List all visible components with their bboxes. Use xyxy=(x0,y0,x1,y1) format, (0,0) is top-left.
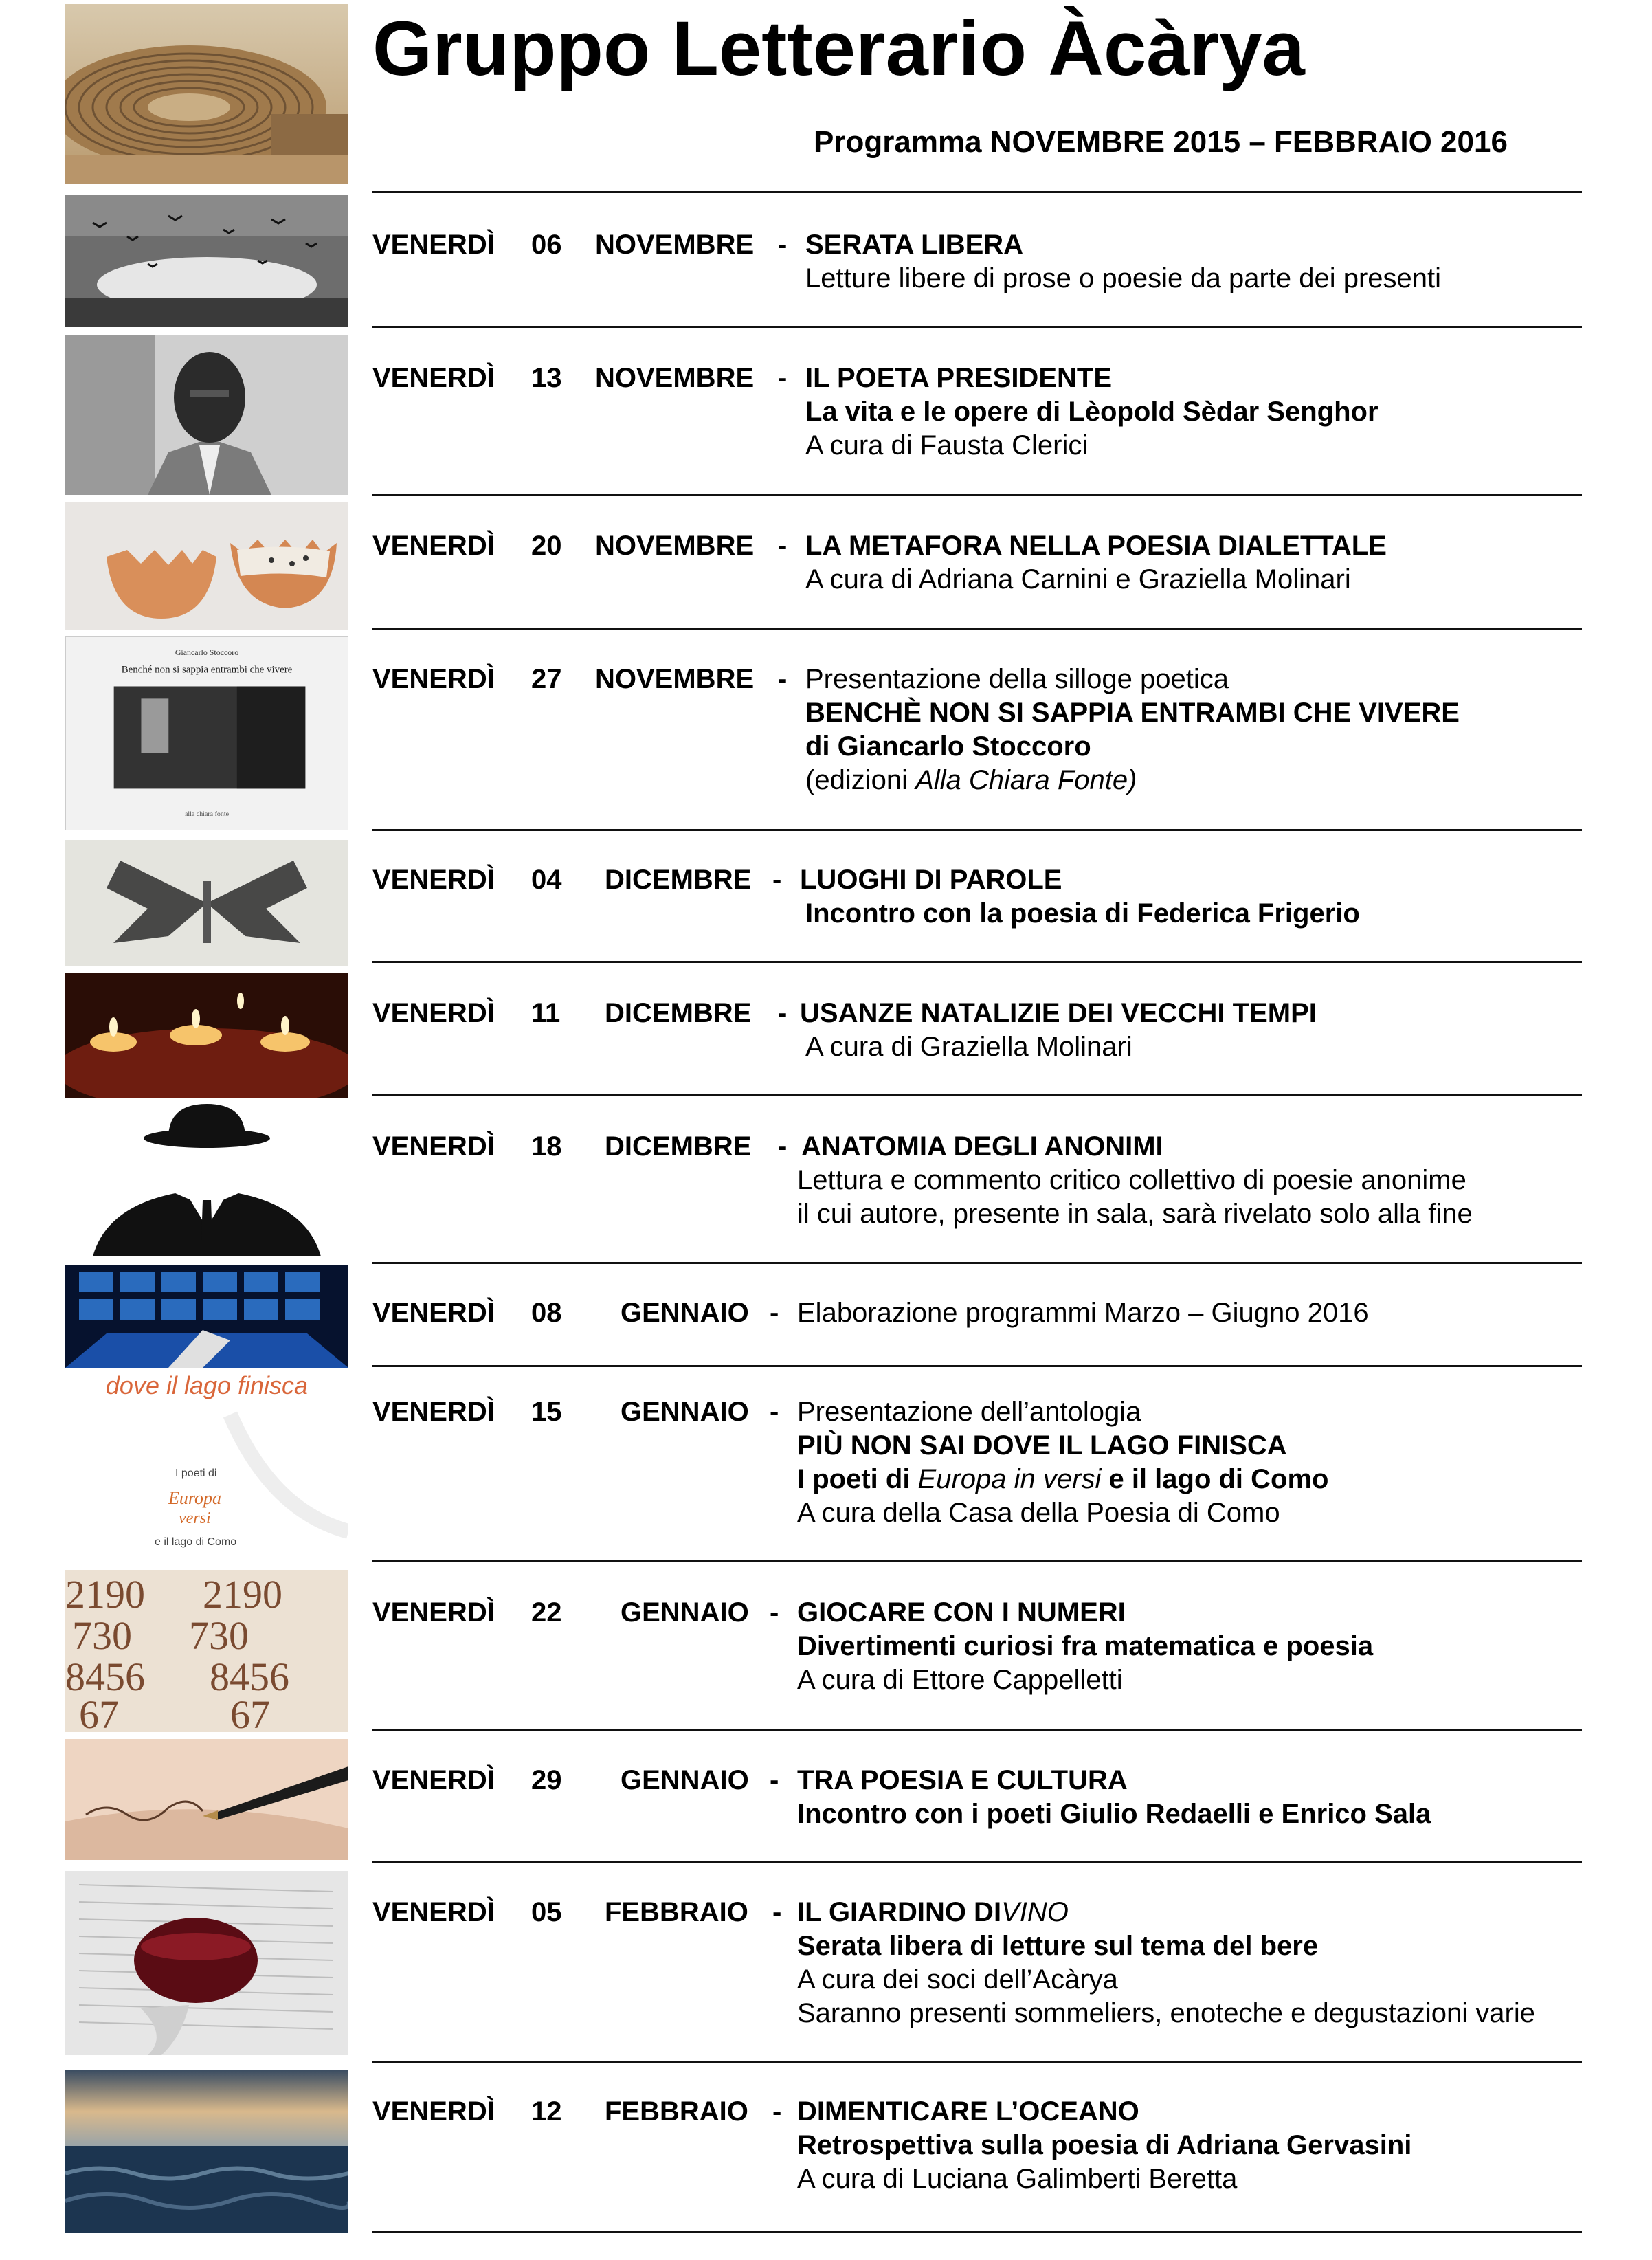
event-month: GENNAIO xyxy=(621,1298,749,1328)
svg-text:67: 67 xyxy=(79,1692,119,1732)
divider xyxy=(372,2061,1582,2063)
divider xyxy=(372,494,1582,496)
event-month: NOVEMBRE xyxy=(595,230,755,260)
divider xyxy=(372,1861,1582,1863)
event-title: Elaborazione programmi Marzo – Giugno 2016 xyxy=(797,1298,1369,1328)
event-dash: - xyxy=(778,1131,788,1162)
program-subtitle: Programma NOVEMBRE 2015 – FEBBRAIO 2016 xyxy=(814,125,1508,159)
event-title: IL POETA PRESIDENTE xyxy=(805,363,1112,393)
divider xyxy=(372,1729,1582,1731)
event-date: 08 xyxy=(531,1298,562,1328)
cover-title-text: Benché non si sappia entrambi che vivere xyxy=(121,664,293,676)
divider xyxy=(372,191,1582,193)
event-title: LA METAFORA NELLA POESIA DIALETTALE xyxy=(805,531,1387,561)
event-title: LUOGHI DI PAROLE xyxy=(800,865,1062,895)
svg-text:2190: 2190 xyxy=(65,1572,145,1617)
event-month: NOVEMBRE xyxy=(595,664,755,694)
cover-publisher-text: alla chiara fonte xyxy=(184,810,230,819)
event-curator: A cura di Ettore Cappelletti xyxy=(797,1665,1123,1695)
cover-line-3: versi xyxy=(179,1509,211,1527)
wine-glass-image xyxy=(65,1871,348,2055)
cover-top-text: dove il lago finisca xyxy=(105,1373,309,1399)
cover-line-4: e il lago di Como xyxy=(155,1536,237,1548)
event-month: DICEMBRE xyxy=(605,865,752,895)
event-dash: - xyxy=(778,664,788,694)
cover-line-2: Europa xyxy=(168,1488,222,1508)
event-subtitle: Serata libera di letture sul tema del bere xyxy=(797,1931,1319,1961)
divider xyxy=(372,961,1582,963)
event-date: 29 xyxy=(531,1765,562,1795)
event-subtitle: La vita e le opere di Lèopold Sèdar Senghor xyxy=(805,397,1378,427)
tv-screens-image xyxy=(65,1265,348,1368)
event-day: VENERDÌ xyxy=(372,531,495,561)
senghor-portrait-image xyxy=(65,335,348,495)
event-detail: Lettura e commento critico collettivo di poesie anonime xyxy=(797,1165,1466,1195)
event-day: VENERDÌ xyxy=(372,998,495,1028)
divider xyxy=(372,628,1582,630)
event-intro: Presentazione della silloge poetica xyxy=(805,664,1229,694)
divider xyxy=(372,1262,1582,1264)
event-curator: A cura della Casa della Poesia di Como xyxy=(797,1498,1280,1528)
event-subtitle: Incontro con i poeti Giulio Redaelli e Enrico Sala xyxy=(797,1799,1431,1829)
page-title: Gruppo Letterario Àcàrya xyxy=(372,5,1305,91)
ocean-image xyxy=(65,2070,348,2233)
svg-text:2190: 2190 xyxy=(203,1572,282,1617)
event-day: VENERDÌ xyxy=(372,1131,495,1162)
event-date: 13 xyxy=(531,363,562,393)
event-day: VENERDÌ xyxy=(372,865,495,895)
book-cover-image xyxy=(65,636,348,830)
event-dash: - xyxy=(770,1397,779,1427)
butterfly-of-birds-image xyxy=(65,840,348,966)
event-dash: - xyxy=(778,531,788,561)
svg-text:730: 730 xyxy=(72,1613,132,1658)
event-dash: - xyxy=(772,865,782,895)
event-dash: - xyxy=(770,1298,779,1328)
event-title: BENCHÈ NON SI SAPPIA ENTRAMBI CHE VIVERE xyxy=(805,698,1460,728)
event-month: DICEMBRE xyxy=(605,1131,752,1162)
event-month: NOVEMBRE xyxy=(595,363,755,393)
event-day: VENERDÌ xyxy=(372,1765,495,1795)
event-month: GENNAIO xyxy=(621,1765,749,1795)
divider xyxy=(372,326,1582,328)
event-month: NOVEMBRE xyxy=(595,531,755,561)
svg-text:8456: 8456 xyxy=(65,1654,145,1699)
broken-egg-image xyxy=(65,502,348,630)
event-title: IL GIARDINO DIVINO xyxy=(797,1897,1069,1927)
event-dash: - xyxy=(770,1765,779,1795)
event-day: VENERDÌ xyxy=(372,363,495,393)
event-month: GENNAIO xyxy=(621,1397,749,1427)
event-detail: Letture libere di prose o poesie da parte dei presenti xyxy=(805,263,1442,293)
event-day: VENERDÌ xyxy=(372,1397,495,1427)
event-curator: A cura di Graziella Molinari xyxy=(805,1032,1132,1062)
event-date: 27 xyxy=(531,664,562,694)
event-title: ANATOMIA DEGLI ANONIMI xyxy=(801,1131,1163,1162)
event-curator: A cura di Luciana Galimberti Beretta xyxy=(797,2164,1238,2194)
event-curator: A cura di Fausta Clerici xyxy=(805,430,1089,461)
event-subtitle: Incontro con la poesia di Federica Frigerio xyxy=(805,898,1360,929)
seagulls-over-sea-image xyxy=(65,195,348,327)
event-day: VENERDÌ xyxy=(372,1897,495,1927)
event-date: 22 xyxy=(531,1597,562,1628)
svg-text:67: 67 xyxy=(230,1692,270,1732)
event-day: VENERDÌ xyxy=(372,664,495,694)
event-date: 12 xyxy=(531,2096,562,2127)
event-title: GIOCARE CON I NUMERI xyxy=(797,1597,1126,1628)
cover-author-text: Giancarlo Stoccoro xyxy=(175,647,239,657)
event-month: GENNAIO xyxy=(621,1597,749,1628)
numbers-pattern-image xyxy=(65,1570,348,1732)
event-detail: il cui autore, presente in sala, sarà rivelato solo alla fine xyxy=(797,1199,1473,1229)
event-date: 06 xyxy=(531,230,562,260)
event-publisher: (edizioni Alla Chiara Fonte) xyxy=(805,765,1137,795)
event-day: VENERDÌ xyxy=(372,1597,495,1628)
cover-line-1: I poeti di xyxy=(175,1467,217,1479)
divider xyxy=(372,1560,1582,1562)
event-month: FEBBRAIO xyxy=(605,1897,748,1927)
svg-text:730: 730 xyxy=(189,1613,249,1658)
anonymous-man-image xyxy=(65,1104,348,1256)
event-day: VENERDÌ xyxy=(372,2096,495,2127)
event-title: DIMENTICARE L’OCEANO xyxy=(797,2096,1139,2127)
divider xyxy=(372,2231,1582,2233)
divider xyxy=(372,1365,1582,1367)
event-date: 20 xyxy=(531,531,562,561)
event-date: 18 xyxy=(531,1131,562,1162)
event-detail: Saranno presenti sommeliers, enoteche e degustazioni varie xyxy=(797,1998,1535,2028)
fountain-pen-image xyxy=(65,1739,348,1860)
event-dash: - xyxy=(778,998,788,1028)
event-dash: - xyxy=(778,363,788,393)
event-date: 15 xyxy=(531,1397,562,1427)
anthology-cover-image xyxy=(65,1373,348,1559)
divider xyxy=(372,1094,1582,1096)
event-dash: - xyxy=(778,230,788,260)
event-title: USANZE NATALIZIE DEI VECCHI TEMPI xyxy=(800,998,1317,1028)
event-dash: - xyxy=(770,1597,779,1628)
divider xyxy=(372,829,1582,831)
event-author: di Giancarlo Stoccoro xyxy=(805,731,1091,762)
event-dash: - xyxy=(772,1897,782,1927)
event-title: SERATA LIBERA xyxy=(805,230,1024,260)
event-month: FEBBRAIO xyxy=(605,2096,748,2127)
event-month: DICEMBRE xyxy=(605,998,752,1028)
event-title: TRA POESIA E CULTURA xyxy=(797,1765,1128,1795)
event-subtitle: I poeti di Europa in versi e il lago di Como xyxy=(797,1464,1329,1494)
candles-image xyxy=(65,973,348,1098)
event-date: 11 xyxy=(531,998,561,1028)
event-title: PIÙ NON SAI DOVE IL LAGO FINISCA xyxy=(797,1430,1287,1461)
event-intro: Presentazione dell’antologia xyxy=(797,1397,1141,1427)
event-curator: A cura di Adriana Carnini e Graziella Molinari xyxy=(805,564,1351,595)
amphitheatre-image xyxy=(65,4,348,184)
event-date: 04 xyxy=(531,865,562,895)
event-date: 05 xyxy=(531,1897,562,1927)
event-curator: A cura dei soci dell’Acàrya xyxy=(797,1964,1118,1995)
svg-text:8456: 8456 xyxy=(210,1654,289,1699)
event-subtitle: Retrospettiva sulla poesia di Adriana Gervasini xyxy=(797,2130,1412,2160)
event-day: VENERDÌ xyxy=(372,1298,495,1328)
event-day: VENERDÌ xyxy=(372,230,495,260)
event-dash: - xyxy=(772,2096,782,2127)
event-subtitle: Divertimenti curiosi fra matematica e poesia xyxy=(797,1631,1374,1661)
